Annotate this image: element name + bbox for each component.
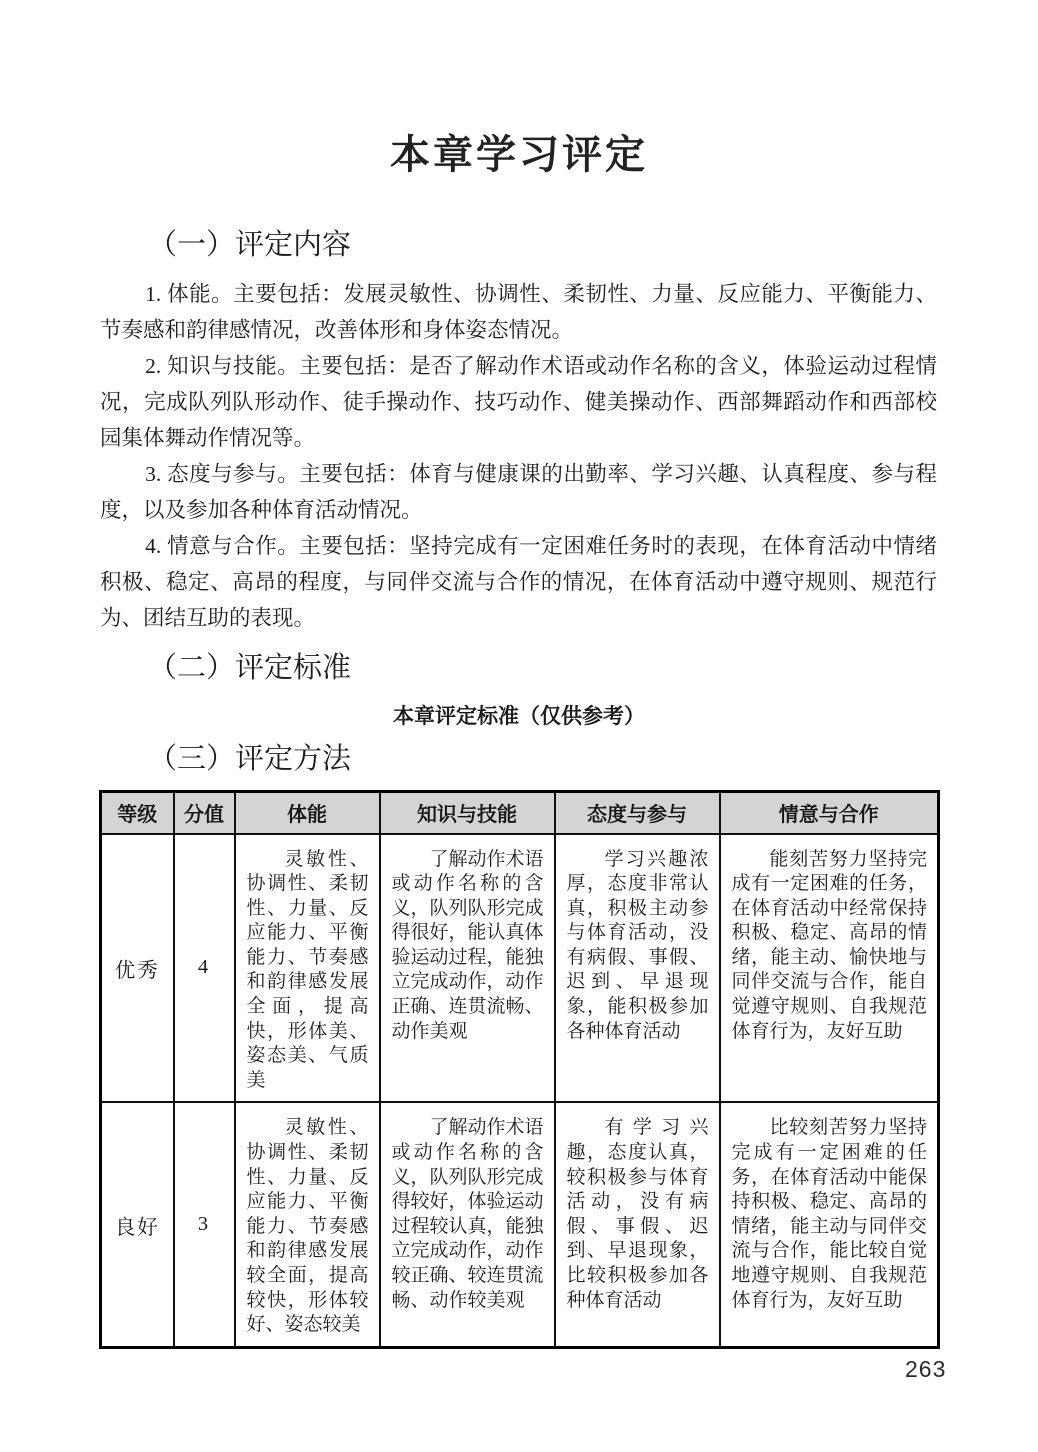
table-caption: 本章评定标准（仅供参考） (393, 705, 645, 728)
table-header-row (101, 792, 939, 834)
score-cell: 3 (174, 1102, 235, 1347)
grade-cell: 良好 (101, 1102, 174, 1347)
header-cell-grade: 等级 (101, 792, 174, 834)
page-title: 本章学习评定 (390, 133, 648, 177)
header-cell-knowledge: 知识与技能 (380, 792, 555, 834)
header-cell-emotion: 情意与合作 (720, 792, 939, 834)
grade-cell: 优秀 (101, 834, 174, 1103)
page-number: 263 (905, 1356, 947, 1382)
emotion-cell: 能刻苦努力坚持完成有一定困难的任务，在体育活动中经常保持积极、稳定、高昂的情绪，能主动、愉快地与同伴交流与合作，能自觉遵守规则、自我规范体育行为，友好互助 (720, 834, 939, 1103)
fitness-cell: 灵敏性、协调性、柔韧性、力量、反应能力、平衡能力、节奏感和韵律感发展全面，提高快，形体美、姿态美、气质美 (235, 834, 380, 1103)
paragraph-knowledge-skills: 2. 知识与技能。主要包括：是否了解动作术语或动作名称的含义，体验运动过程情况，完成队列队形动作、徒手操动作、技巧动作、健美操动作、西部舞蹈动作和西部校园集体舞动作情况等。 (100, 354, 937, 450)
knowledge-cell: 了解动作术语或动作名称的含义，队列队形完成得很好，能认真体验运动过程，能独立完成动作，动作正确、连贯流畅、动作美观 (380, 834, 555, 1103)
section-heading-method: （三）评定方法 (148, 743, 352, 775)
paragraph-physical-fitness: 1. 体能。主要包括：发展灵敏性、协调性、柔韧性、力量、反应能力、平衡能力、节奏感和韵律感情况，改善体形和身体姿态情况。 (100, 282, 937, 342)
attitude-cell: 学习兴趣浓厚，态度非常认真，积极主动参与体育活动，没有病假、事假、迟到、早退现象，能积极参加各种体育活动 (555, 834, 720, 1103)
paragraph-emotion-cooperation: 4. 情意与合作。主要包括：坚持完成有一定困难任务时的表现，在体育活动中情绪积极、稳定、高昂的程度，与同伴交流与合作的情况，在体育活动中遵守规则、规范行为、团结互助的表现。 (100, 534, 937, 630)
score-cell: 4 (174, 834, 235, 1103)
header-cell-attitude: 态度与参与 (555, 792, 720, 834)
emotion-cell: 比较刻苦努力坚持完成有一定困难的任务，在体育活动中能保持积极、稳定、高昂的情绪，能主动与同伴交流与合作，能比较自觉地遵守规则、自我规范体育行为，友好互助 (720, 1102, 939, 1347)
section-heading-content: （一）评定内容 (148, 229, 352, 261)
table-row-excellent (101, 834, 939, 1103)
section-heading-standard: （二）评定标准 (148, 652, 352, 684)
attitude-cell: 有学习兴趣，态度认真，较积极参与体育活动，没有病假、事假、迟到、早退现象，比较积极参加各种体育活动 (555, 1102, 720, 1347)
fitness-cell: 灵敏性、协调性、柔韧性、力量、反应能力、平衡能力、节奏感和韵律感发展较全面，提高较快，形体较好、姿态较美 (235, 1102, 380, 1347)
body-paragraphs (100, 276, 937, 636)
table-row-good (101, 1102, 939, 1347)
knowledge-cell: 了解动作术语或动作名称的含义，队列队形完成得较好，体验运动过程较认真，能独立完成动作，动作较正确、较连贯流畅、动作较美观 (380, 1102, 555, 1347)
evaluation-standard-table (99, 790, 940, 1349)
paragraph-attitude-participation: 3. 态度与参与。主要包括：体育与健康课的出勤率、学习兴趣、认真程度、参与程度，以及参加各种体育活动情况。 (100, 462, 937, 522)
header-cell-fitness: 体能 (235, 792, 380, 834)
header-cell-score: 分值 (174, 792, 235, 834)
